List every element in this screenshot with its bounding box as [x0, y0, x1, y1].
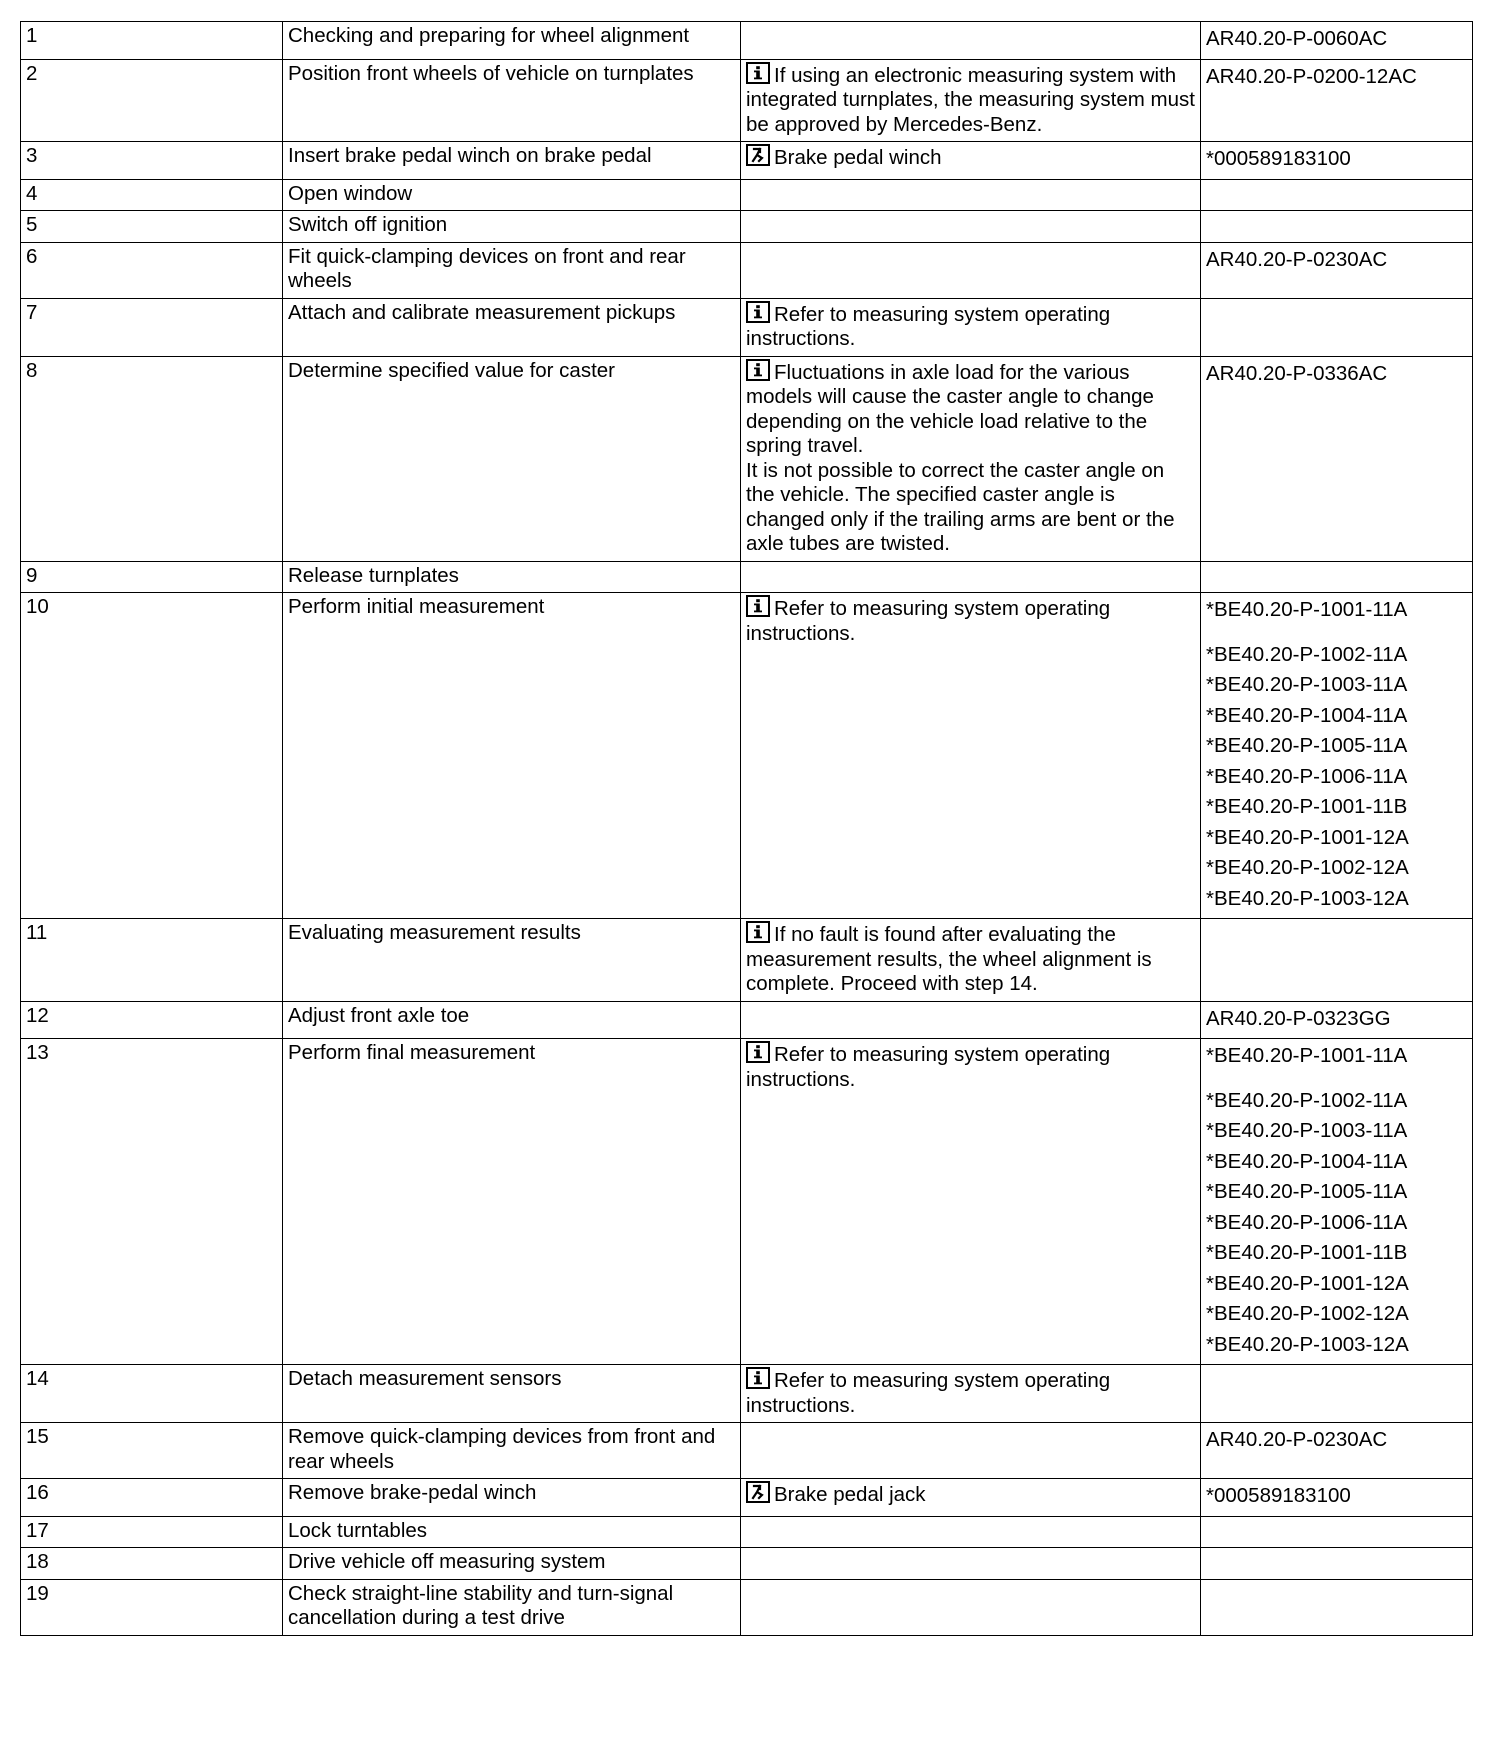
- step-action: Remove brake-pedal winch: [288, 1481, 537, 1504]
- step-action-cell: [283, 179, 741, 211]
- reference-code: AR40.20-P-0230AC: [1206, 247, 1388, 271]
- reference-code: *BE40.20-P-1005-11A: [1206, 734, 1408, 757]
- reference-code: *BE40.20-P-1001-11A: [1206, 1044, 1408, 1067]
- step-number-cell: [21, 179, 283, 211]
- step-action-cell: [283, 593, 741, 919]
- table-row: [21, 1548, 1473, 1580]
- note-text: It is not possible to correct the caster angle on the vehicle. The specified caster angle is changed only if the trailing arms are bent or the axle tubes are twisted.: [746, 458, 1175, 555]
- step-number: 5: [26, 213, 38, 236]
- note-text: Refer to measuring system operating instructions.: [746, 597, 1111, 645]
- procedure-rows: [21, 22, 1473, 1636]
- step-note-cell: [741, 59, 1201, 142]
- step-ref-cell: [1201, 242, 1473, 298]
- step-action: Check straight-line stability and turn-signal cancellation during a test drive: [288, 1581, 674, 1629]
- note-text: Brake pedal winch: [746, 144, 1195, 171]
- step-action: Perform initial measurement: [288, 595, 545, 618]
- note-text: Fluctuations in axle load for the various models will cause the caster angle to change depending on the vehicle load relative to the spring travel.: [746, 360, 1154, 457]
- step-number: 7: [26, 300, 38, 324]
- note-text: If no fault is found after evaluating the measurement results, the wheel alignment is complete. Proceed with step 14.: [746, 923, 1152, 995]
- note-text: Refer to measuring system operating instructions.: [746, 1369, 1111, 1417]
- step-action: Insert brake pedal winch on brake pedal: [288, 144, 652, 167]
- step-ref-cell: [1201, 59, 1473, 142]
- step-number: 16: [26, 1481, 49, 1504]
- step-action-cell: [283, 1479, 741, 1517]
- step-number: 8: [26, 358, 38, 382]
- reference-code: AR40.20-P-0200-12AC: [1206, 64, 1417, 88]
- step-note-cell: [741, 1365, 1201, 1423]
- table-row: [21, 59, 1473, 142]
- table-row: [21, 1579, 1473, 1635]
- reference-code: *BE40.20-P-1002-11A: [1206, 642, 1408, 666]
- step-action-cell: [283, 22, 741, 60]
- step-action: Checking and preparing for wheel alignment: [288, 24, 690, 47]
- reference-code: *BE40.20-P-1006-11A: [1206, 764, 1408, 788]
- step-number: 6: [26, 244, 38, 268]
- step-number: 1: [26, 24, 38, 47]
- step-number-cell: [21, 211, 283, 243]
- reference-code: *BE40.20-P-1004-11A: [1206, 703, 1408, 727]
- step-number: 3: [26, 144, 38, 167]
- reference-code: *BE40.20-P-1002-12A: [1206, 1302, 1409, 1325]
- step-ref-cell: [1201, 1423, 1473, 1479]
- step-number-cell: [21, 1479, 283, 1517]
- step-action-cell: [283, 561, 741, 593]
- step-note-cell: [741, 22, 1201, 60]
- step-action-cell: [283, 1039, 741, 1365]
- table-row: [21, 1479, 1473, 1517]
- table-row: [21, 298, 1473, 356]
- step-action: Lock turntables: [288, 1518, 428, 1542]
- step-action-cell: [283, 211, 741, 243]
- step-action-cell: [283, 59, 741, 142]
- step-number: 4: [26, 181, 38, 205]
- step-ref-cell: [1201, 1365, 1473, 1423]
- info-icon: [746, 359, 770, 381]
- table-row: [21, 1039, 1473, 1365]
- table-row: [21, 356, 1473, 561]
- step-action: Open window: [288, 181, 413, 205]
- step-number-cell: [21, 142, 283, 180]
- step-ref-cell: [1201, 298, 1473, 356]
- step-note-cell: [741, 561, 1201, 593]
- step-action-cell: [283, 1579, 741, 1635]
- step-action-cell: [283, 1548, 741, 1580]
- step-number: 14: [26, 1367, 49, 1390]
- step-action: Evaluating measurement results: [288, 921, 581, 944]
- table-row: [21, 593, 1473, 919]
- step-note-cell: [741, 1516, 1201, 1548]
- reference-code: *BE40.20-P-1005-11A: [1206, 1180, 1408, 1203]
- tool-icon: [746, 1481, 770, 1503]
- step-number-cell: [21, 356, 283, 561]
- step-note-cell: [741, 1423, 1201, 1479]
- info-icon: [746, 595, 770, 617]
- step-note-cell: [741, 298, 1201, 356]
- step-ref-cell: [1201, 919, 1473, 1002]
- step-note-cell: [741, 211, 1201, 243]
- step-action-cell: [283, 1001, 741, 1039]
- step-action-cell: [283, 1516, 741, 1548]
- step-number: 19: [26, 1581, 49, 1605]
- reference-code: *BE40.20-P-1003-12A: [1206, 1332, 1409, 1356]
- table-row: [21, 22, 1473, 60]
- table-row: [21, 242, 1473, 298]
- step-action-cell: [283, 1365, 741, 1423]
- reference-code: *000589183100: [1206, 147, 1351, 170]
- step-ref-cell: [1201, 211, 1473, 243]
- step-action: Determine specified value for caster: [288, 358, 616, 382]
- step-note-cell: [741, 593, 1201, 919]
- reference-code: *BE40.20-P-1001-11A: [1206, 598, 1408, 621]
- step-ref-cell: [1201, 1548, 1473, 1580]
- note-text: If using an electronic measuring system with integrated turnplates, the measuring system must be approved by Mercedes-Benz.: [746, 63, 1195, 136]
- step-action-cell: [283, 298, 741, 356]
- step-action: Perform final measurement: [288, 1041, 536, 1064]
- step-note-cell: [741, 919, 1201, 1002]
- step-ref-cell: [1201, 561, 1473, 593]
- table-row: [21, 1001, 1473, 1039]
- reference-code: AR40.20-P-0336AC: [1206, 361, 1388, 385]
- step-action: Fit quick-clamping devices on front and rear wheels: [288, 244, 686, 292]
- step-note-cell: [741, 142, 1201, 180]
- step-ref-cell: [1201, 1001, 1473, 1039]
- procedure-table: [20, 21, 1473, 1636]
- reference-code: *BE40.20-P-1003-11A: [1206, 673, 1408, 696]
- step-number: 11: [26, 921, 48, 944]
- step-note-cell: [741, 1479, 1201, 1517]
- info-icon: [746, 1367, 770, 1389]
- step-number-cell: [21, 298, 283, 356]
- step-action: Release turnplates: [288, 563, 459, 587]
- table-row: [21, 1516, 1473, 1548]
- info-icon: [746, 1041, 770, 1063]
- step-number-cell: [21, 919, 283, 1002]
- info-icon: [746, 62, 770, 84]
- step-action: Attach and calibrate measurement pickups: [288, 300, 676, 324]
- step-note-cell: [741, 179, 1201, 211]
- reference-code: *BE40.20-P-1003-11A: [1206, 1119, 1408, 1142]
- step-number-cell: [21, 1423, 283, 1479]
- step-ref-cell: [1201, 142, 1473, 180]
- step-action: Detach measurement sensors: [288, 1367, 562, 1390]
- step-action: Switch off ignition: [288, 213, 448, 236]
- step-ref-cell: [1201, 593, 1473, 919]
- step-ref-cell: [1201, 1479, 1473, 1517]
- reference-code: *BE40.20-P-1004-11A: [1206, 1149, 1408, 1173]
- step-number: 9: [26, 563, 38, 587]
- step-number-cell: [21, 1365, 283, 1423]
- step-number-cell: [21, 1548, 283, 1580]
- reference-code: *BE40.20-P-1006-11A: [1206, 1210, 1408, 1234]
- step-number: 13: [26, 1041, 49, 1064]
- step-number-cell: [21, 1001, 283, 1039]
- step-ref-cell: [1201, 1516, 1473, 1548]
- table-row: [21, 561, 1473, 593]
- table-row: [21, 919, 1473, 1002]
- step-action: Drive vehicle off measuring system: [288, 1550, 606, 1573]
- table-row: [21, 179, 1473, 211]
- step-number-cell: [21, 561, 283, 593]
- info-icon: [746, 301, 770, 323]
- step-number-cell: [21, 59, 283, 142]
- step-number: 18: [26, 1550, 49, 1573]
- tool-icon: [746, 144, 770, 166]
- info-icon: [746, 921, 770, 943]
- step-action-cell: [283, 356, 741, 561]
- table-row: [21, 211, 1473, 243]
- reference-code: *BE40.20-P-1001-12A: [1206, 1271, 1409, 1295]
- reference-code: *BE40.20-P-1002-12A: [1206, 856, 1409, 879]
- step-action-cell: [283, 1423, 741, 1479]
- step-note-cell: [741, 1001, 1201, 1039]
- reference-code: *000589183100: [1206, 1484, 1351, 1507]
- step-ref-cell: [1201, 356, 1473, 561]
- step-note-cell: [741, 1579, 1201, 1635]
- step-number-cell: [21, 242, 283, 298]
- note-text: Brake pedal jack: [746, 1481, 1195, 1508]
- table-row: [21, 142, 1473, 180]
- step-note-cell: [741, 356, 1201, 561]
- step-number-cell: [21, 1039, 283, 1365]
- step-ref-cell: [1201, 1579, 1473, 1635]
- reference-code: *BE40.20-P-1001-11B: [1206, 1241, 1408, 1264]
- step-ref-cell: [1201, 1039, 1473, 1365]
- reference-code: *BE40.20-P-1002-11A: [1206, 1088, 1408, 1112]
- table-row: [21, 1365, 1473, 1423]
- step-note-cell: [741, 242, 1201, 298]
- step-note-cell: [741, 1548, 1201, 1580]
- step-number: 17: [26, 1518, 49, 1542]
- step-action-cell: [283, 919, 741, 1002]
- step-action-cell: [283, 142, 741, 180]
- reference-code: *BE40.20-P-1001-12A: [1206, 825, 1409, 849]
- table-row: [21, 1423, 1473, 1479]
- step-number-cell: [21, 1516, 283, 1548]
- reference-code: *BE40.20-P-1001-11B: [1206, 795, 1408, 818]
- step-number: 12: [26, 1003, 49, 1027]
- note-text: Refer to measuring system operating instructions.: [746, 302, 1111, 350]
- reference-code: AR40.20-P-0230AC: [1206, 1428, 1388, 1451]
- reference-code: *BE40.20-P-1003-12A: [1206, 886, 1409, 910]
- step-number-cell: [21, 22, 283, 60]
- reference-code: AR40.20-P-0060AC: [1206, 27, 1388, 50]
- step-ref-cell: [1201, 179, 1473, 211]
- step-action: Adjust front axle toe: [288, 1003, 470, 1027]
- step-number: 2: [26, 61, 38, 85]
- step-number-cell: [21, 593, 283, 919]
- step-action: Remove quick-clamping devices from front and rear wheels: [288, 1425, 716, 1473]
- step-action: Position front wheels of vehicle on turnplates: [288, 61, 694, 85]
- step-action-cell: [283, 242, 741, 298]
- reference-code: AR40.20-P-0323GG: [1206, 1006, 1391, 1030]
- step-number-cell: [21, 1579, 283, 1635]
- note-text: Refer to measuring system operating instructions.: [746, 1043, 1111, 1091]
- step-number: 15: [26, 1425, 49, 1448]
- step-ref-cell: [1201, 22, 1473, 60]
- step-number: 10: [26, 595, 49, 618]
- step-note-cell: [741, 1039, 1201, 1365]
